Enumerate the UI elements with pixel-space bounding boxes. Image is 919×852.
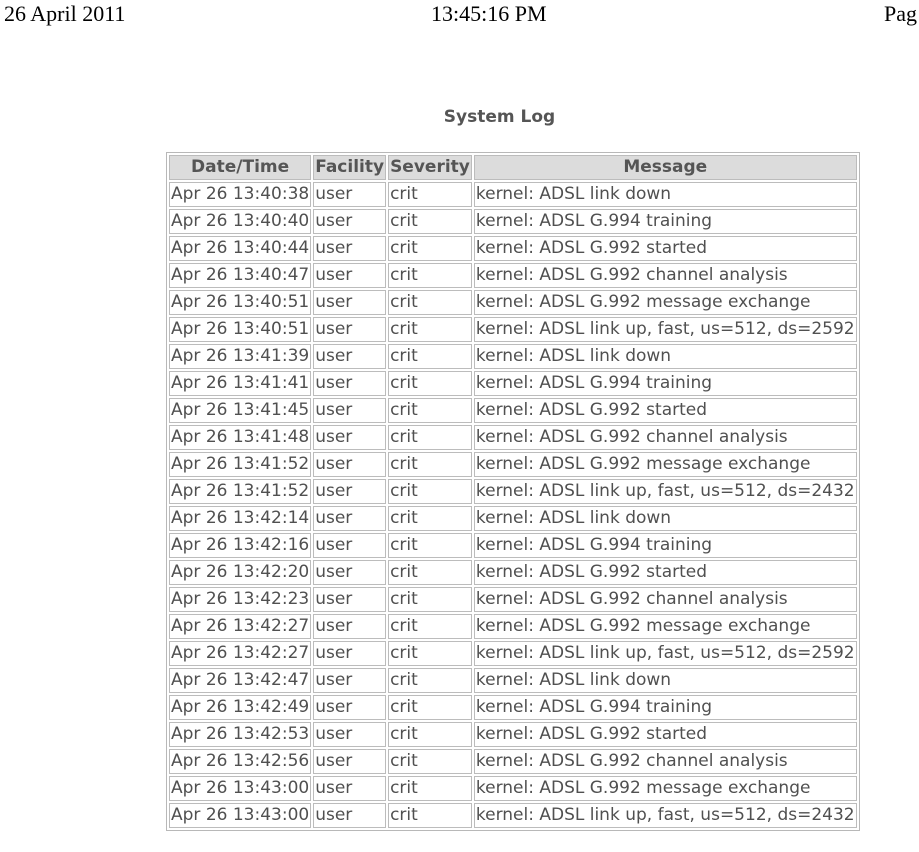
log-datetime: Apr 26 13:41:45 (169, 398, 311, 423)
log-datetime: Apr 26 13:41:41 (169, 371, 311, 396)
log-facility: user (313, 263, 386, 288)
log-message: kernel: ADSL G.992 started (474, 236, 857, 261)
log-facility: user (313, 398, 386, 423)
log-datetime: Apr 26 13:40:47 (169, 263, 311, 288)
log-facility: user (313, 452, 386, 477)
log-datetime: Apr 26 13:40:38 (169, 182, 311, 207)
log-severity: crit (388, 182, 472, 207)
log-severity: crit (388, 452, 472, 477)
column-header-datetime: Date/Time (169, 155, 311, 180)
log-severity: crit (388, 695, 472, 720)
log-datetime: Apr 26 13:41:52 (169, 452, 311, 477)
log-severity: crit (388, 209, 472, 234)
log-severity: crit (388, 344, 472, 369)
log-message: kernel: ADSL link up, fast, us=512, ds=2432 (474, 479, 857, 504)
log-facility: user (313, 344, 386, 369)
log-facility: user (313, 371, 386, 396)
log-message: kernel: ADSL G.992 message exchange (474, 452, 857, 477)
log-datetime: Apr 26 13:40:40 (169, 209, 311, 234)
log-message: kernel: ADSL G.992 started (474, 398, 857, 423)
log-message: kernel: ADSL G.992 message exchange (474, 776, 857, 801)
log-datetime: Apr 26 13:42:27 (169, 641, 311, 666)
log-datetime: Apr 26 13:40:51 (169, 290, 311, 315)
log-message: kernel: ADSL link up, fast, us=512, ds=2592 (474, 317, 857, 342)
table-row (169, 344, 857, 369)
log-severity: crit (388, 479, 472, 504)
log-severity: crit (388, 425, 472, 450)
log-severity: crit (388, 587, 472, 612)
log-datetime: Apr 26 13:41:52 (169, 479, 311, 504)
log-severity: crit (388, 398, 472, 423)
column-header-severity: Severity (388, 155, 472, 180)
log-datetime: Apr 26 13:40:44 (169, 236, 311, 261)
log-message: kernel: ADSL link up, fast, us=512, ds=2592 (474, 641, 857, 666)
table-row (169, 236, 857, 261)
log-facility: user (313, 236, 386, 261)
log-message: kernel: ADSL link down (474, 506, 857, 531)
table-row (169, 533, 857, 558)
log-facility: user (313, 722, 386, 747)
table-row (169, 668, 857, 693)
log-severity: crit (388, 506, 472, 531)
log-message: kernel: ADSL G.992 started (474, 560, 857, 585)
log-facility: user (313, 182, 386, 207)
page-title: System Log (443, 107, 556, 127)
log-message: kernel: ADSL G.992 channel analysis (474, 587, 857, 612)
log-datetime: Apr 26 13:41:39 (169, 344, 311, 369)
log-message: kernel: ADSL G.994 training (474, 695, 857, 720)
log-facility: user (313, 587, 386, 612)
log-severity: crit (388, 749, 472, 774)
log-severity: crit (388, 668, 472, 693)
log-facility: user (313, 803, 386, 828)
print-date: 26 April 2011 (4, 1, 126, 26)
column-header-facility: Facility (313, 155, 386, 180)
table-row (169, 803, 857, 828)
log-facility: user (313, 290, 386, 315)
print-page-label: Pag (884, 1, 917, 26)
table-row (169, 695, 857, 720)
table-row (169, 506, 857, 531)
table-row (169, 209, 857, 234)
log-message: kernel: ADSL G.994 training (474, 371, 857, 396)
log-facility: user (313, 533, 386, 558)
log-severity: crit (388, 614, 472, 639)
log-datetime: Apr 26 13:43:00 (169, 776, 311, 801)
table-row (169, 263, 857, 288)
log-message: kernel: ADSL G.992 started (474, 722, 857, 747)
table-row (169, 182, 857, 207)
log-severity: crit (388, 560, 472, 585)
log-message: kernel: ADSL G.992 channel analysis (474, 425, 857, 450)
log-facility: user (313, 560, 386, 585)
log-facility: user (313, 641, 386, 666)
log-message: kernel: ADSL G.994 training (474, 533, 857, 558)
log-severity: crit (388, 722, 472, 747)
log-message: kernel: ADSL G.992 channel analysis (474, 749, 857, 774)
log-facility: user (313, 614, 386, 639)
log-message: kernel: ADSL G.992 message exchange (474, 290, 857, 315)
log-severity: crit (388, 290, 472, 315)
log-datetime: Apr 26 13:42:49 (169, 695, 311, 720)
table-row (169, 425, 857, 450)
log-datetime: Apr 26 13:42:27 (169, 614, 311, 639)
log-facility: user (313, 425, 386, 450)
table-row (169, 317, 857, 342)
table-header-row (169, 155, 857, 180)
log-severity: crit (388, 641, 472, 666)
log-facility: user (313, 479, 386, 504)
log-facility: user (313, 749, 386, 774)
log-severity: crit (388, 236, 472, 261)
log-message: kernel: ADSL G.992 channel analysis (474, 263, 857, 288)
log-severity: crit (388, 533, 472, 558)
table-row (169, 398, 857, 423)
log-facility: user (313, 506, 386, 531)
table-row (169, 371, 857, 396)
log-message: kernel: ADSL link down (474, 182, 857, 207)
table-row (169, 290, 857, 315)
log-severity: crit (388, 317, 472, 342)
log-message: kernel: ADSL G.992 message exchange (474, 614, 857, 639)
log-message: kernel: ADSL link up, fast, us=512, ds=2432 (474, 803, 857, 828)
table-row (169, 776, 857, 801)
log-facility: user (313, 695, 386, 720)
log-datetime: Apr 26 13:42:23 (169, 587, 311, 612)
log-severity: crit (388, 371, 472, 396)
log-severity: crit (388, 803, 472, 828)
log-facility: user (313, 776, 386, 801)
print-header (0, 0, 919, 30)
system-log-table (166, 152, 860, 831)
table-row (169, 479, 857, 504)
log-facility: user (313, 209, 386, 234)
log-datetime: Apr 26 13:42:47 (169, 668, 311, 693)
log-datetime: Apr 26 13:43:00 (169, 803, 311, 828)
table-row (169, 452, 857, 477)
table-row (169, 749, 857, 774)
log-datetime: Apr 26 13:41:48 (169, 425, 311, 450)
log-severity: crit (388, 776, 472, 801)
print-time: 13:45:16 PM (431, 1, 547, 26)
log-message: kernel: ADSL G.994 training (474, 209, 857, 234)
log-datetime: Apr 26 13:40:51 (169, 317, 311, 342)
table-row (169, 614, 857, 639)
table-row (169, 587, 857, 612)
log-datetime: Apr 26 13:42:56 (169, 749, 311, 774)
table-row (169, 641, 857, 666)
column-header-message: Message (474, 155, 857, 180)
log-datetime: Apr 26 13:42:20 (169, 560, 311, 585)
log-datetime: Apr 26 13:42:53 (169, 722, 311, 747)
log-message: kernel: ADSL link down (474, 668, 857, 693)
log-datetime: Apr 26 13:42:14 (169, 506, 311, 531)
log-message: kernel: ADSL link down (474, 344, 857, 369)
table-row (169, 560, 857, 585)
log-facility: user (313, 668, 386, 693)
log-datetime: Apr 26 13:42:16 (169, 533, 311, 558)
log-facility: user (313, 317, 386, 342)
log-severity: crit (388, 263, 472, 288)
table-row (169, 722, 857, 747)
table-body (169, 182, 857, 828)
